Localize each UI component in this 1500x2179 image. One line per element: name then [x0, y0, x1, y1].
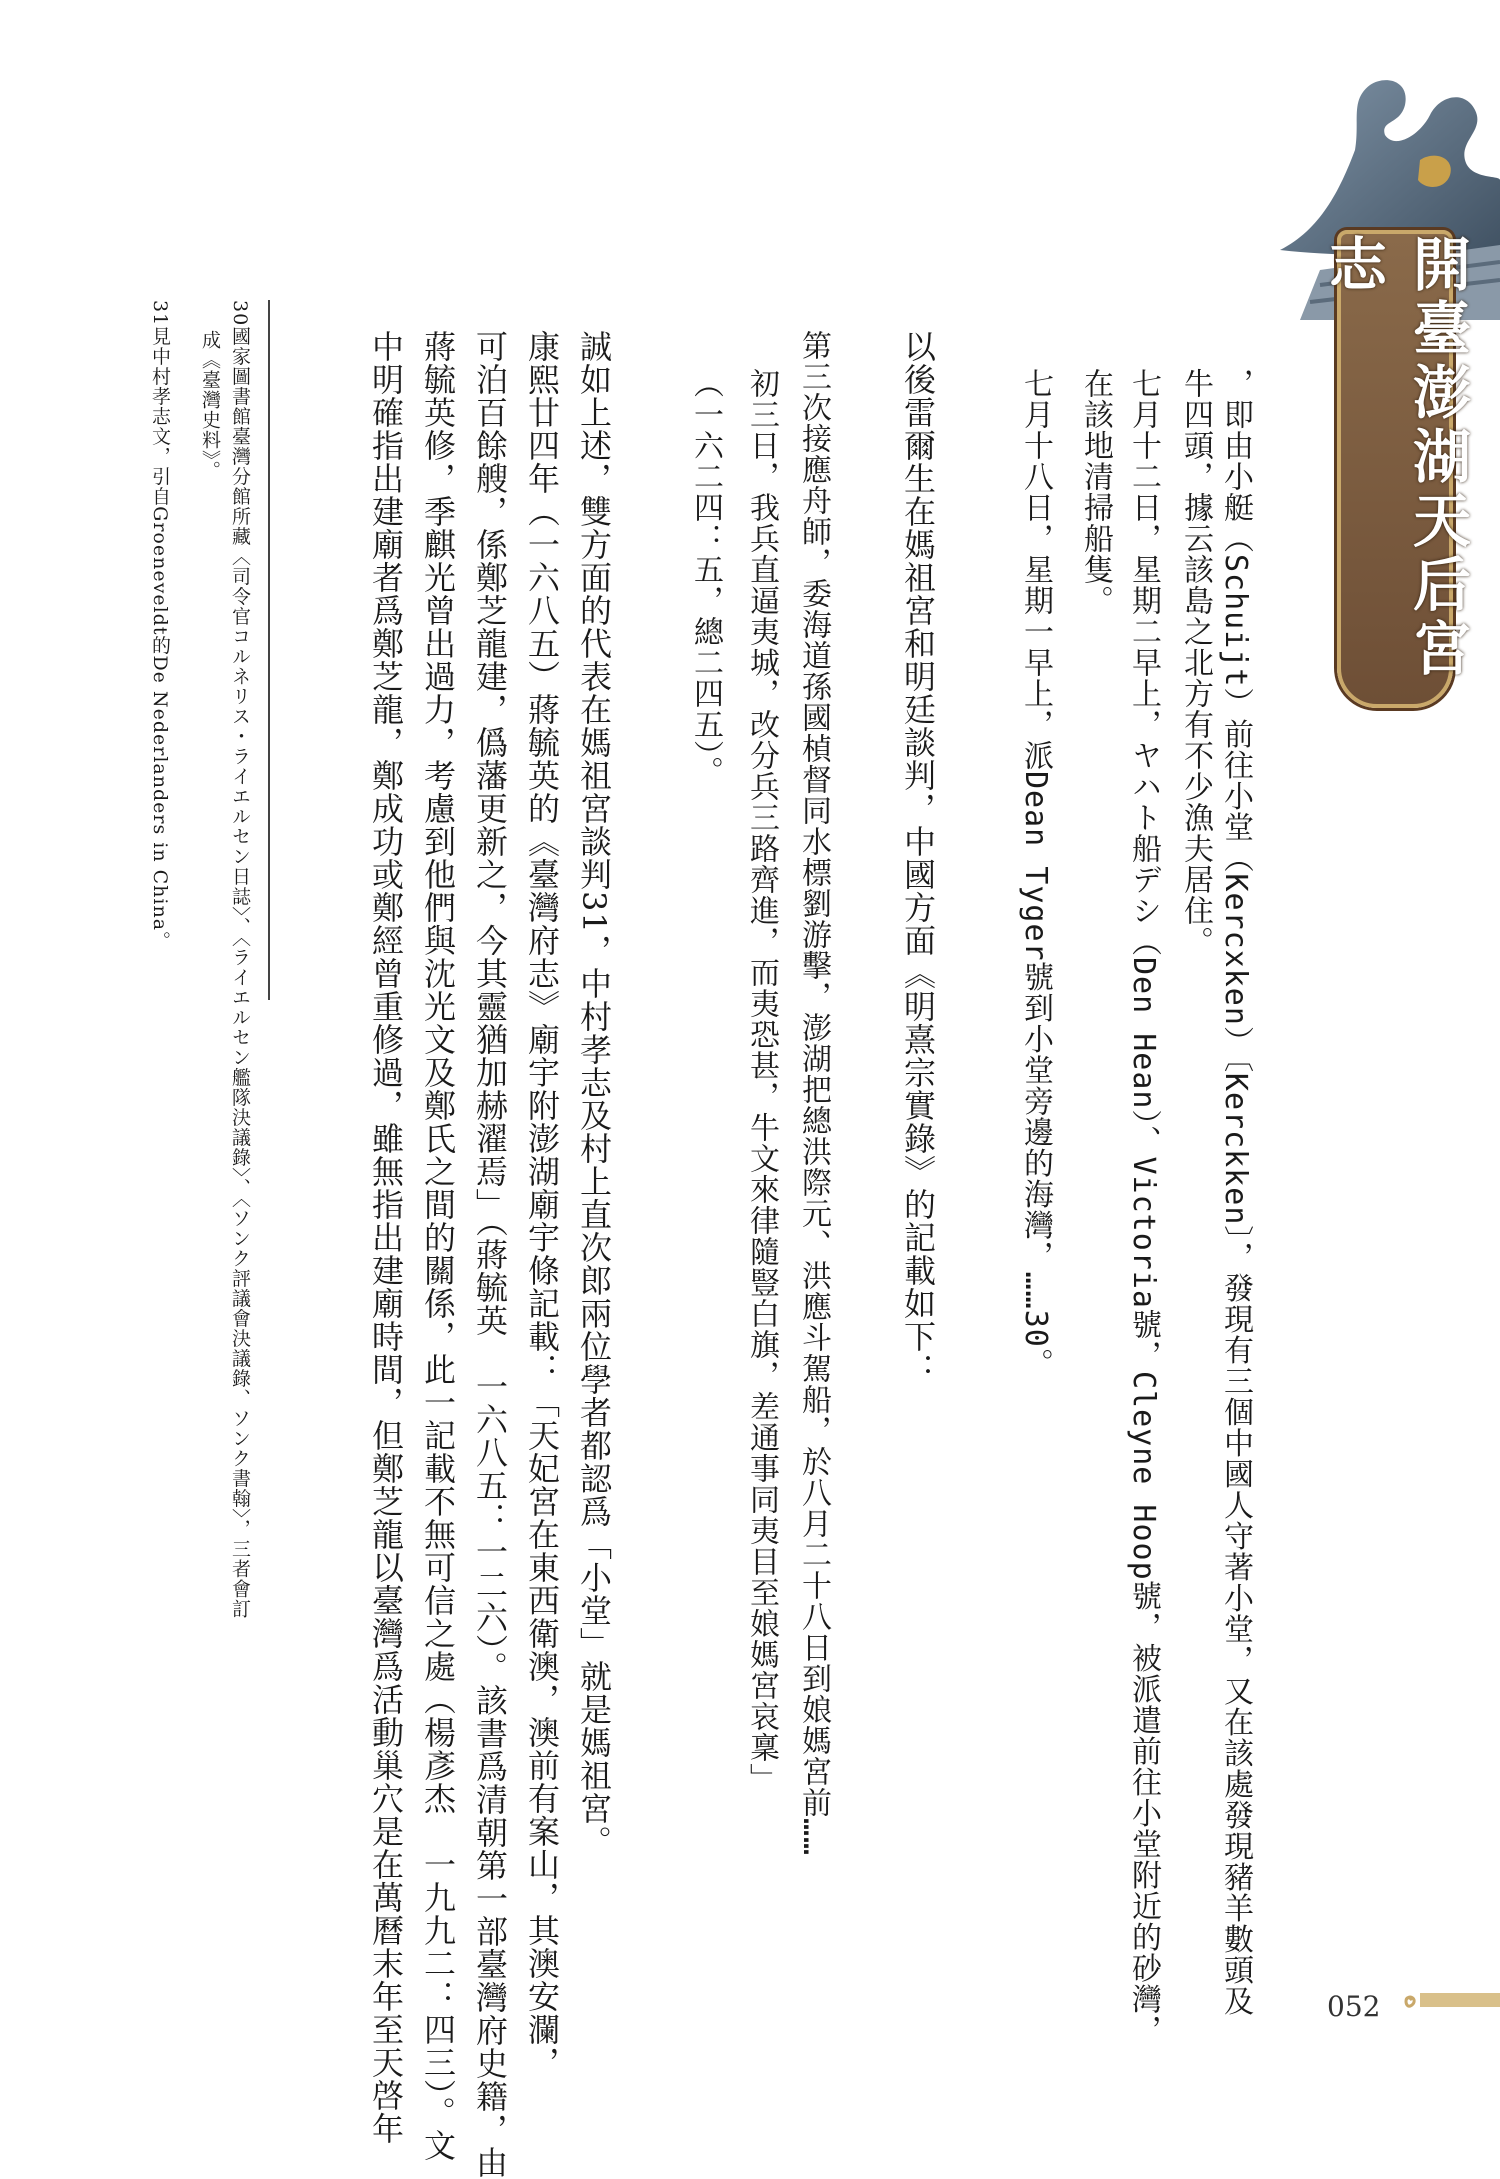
- footnote: 30國家圖書館臺灣分館所藏〈司令官コルネリス・ライエルセン日誌〉、〈ライエルセン艦隊決議錄〉、〈ソンク評議會決議錄、ソンク書翰〉，三者會訂: [229, 300, 251, 1619]
- chapter-title-banner: [1319, 230, 1471, 708]
- page-number: 052: [1327, 1990, 1381, 2023]
- text-column: ，即由小艇（Schuijt）前往小堂（Kercxken）〔Kerckken〕，發現有三個中國人守著小堂，又在該處發現豬羊數頭及: [1218, 368, 1253, 2017]
- chapter-title: 開臺澎湖天后宮志: [1319, 234, 1471, 682]
- text-column: 中明確指出建廟者爲鄭芝龍，鄭成功或鄭經曾重修過，雖無指出建廟時間，但鄭芝龍以臺灣爲活動巢穴是在萬曆末年至天啓年: [367, 330, 405, 2145]
- quote-column: 第三次接應舟師，委海道孫國楨督同水標劉游擊，澎湖把總洪際元、洪應斗駕船，於八月二十八日到娘媽宮前……: [796, 330, 831, 1857]
- page-ornament-icon: [1400, 1983, 1500, 2017]
- text-column: 蔣毓英修，季麒光曾出過力，考慮到他們與沈光文及鄭氏之間的關係，此一記載不無可信之處（楊彥杰 一九九二：四三）。文: [419, 330, 457, 2162]
- text-column: 牛四頭，據云該島之北方有不少漁夫居住。: [1178, 368, 1213, 957]
- text-column: 七月十二日，星期二早上，ヤハト船デシ（Den Hean）、Victoria號，Cleyne Hoop號，被派遣前往小堂附近的砂灣，: [1126, 368, 1161, 2046]
- text-column: 可泊百餘艘，係鄭芝龍建，僞藩更新之，今其靈猶加赫濯焉」（蔣毓英 一六八五：一二六）。該書爲清朝第一部臺灣府史籍，由: [471, 330, 509, 2179]
- text-column: 誠如上述，雙方面的代表在媽祖宮談判31，中村孝志及村上直次郎兩位學者都認爲「小堂」就是媽祖宮。: [575, 330, 613, 1858]
- text-column: 七月十八日，星期一早上，派Dean Tyger號到小堂旁邊的海灣，……30。: [1018, 368, 1053, 1379]
- text-column: 在該地清掃船隻。: [1078, 368, 1113, 616]
- text-column: 康熙廿四年（一六八五）蔣毓英的《臺灣府志》廟宇附澎湖廟宇條記載：「天妃宮在東西衛澳，澳前有案山，其澳安瀾，: [523, 330, 561, 2079]
- text-column: 以後雷爾生在媽祖宮和明廷談判，中國方面《明熹宗實錄》的記載如下：: [899, 330, 937, 1386]
- footnote: 成《臺灣史料》。: [199, 330, 221, 481]
- footnote: 31見中村孝志文，引自Groeneveldt的De Nederlanders in China。: [149, 300, 171, 952]
- quote-column: （一六二四：五，總二四五）。: [688, 368, 723, 787]
- quote-column: 初三日，我兵直逼夷城，改分兵三路齊進，而夷恐甚，牛文來律隨豎白旗，差通事同夷目至娘媽宮哀稟」: [744, 368, 779, 1794]
- footnote-divider: [268, 300, 270, 1000]
